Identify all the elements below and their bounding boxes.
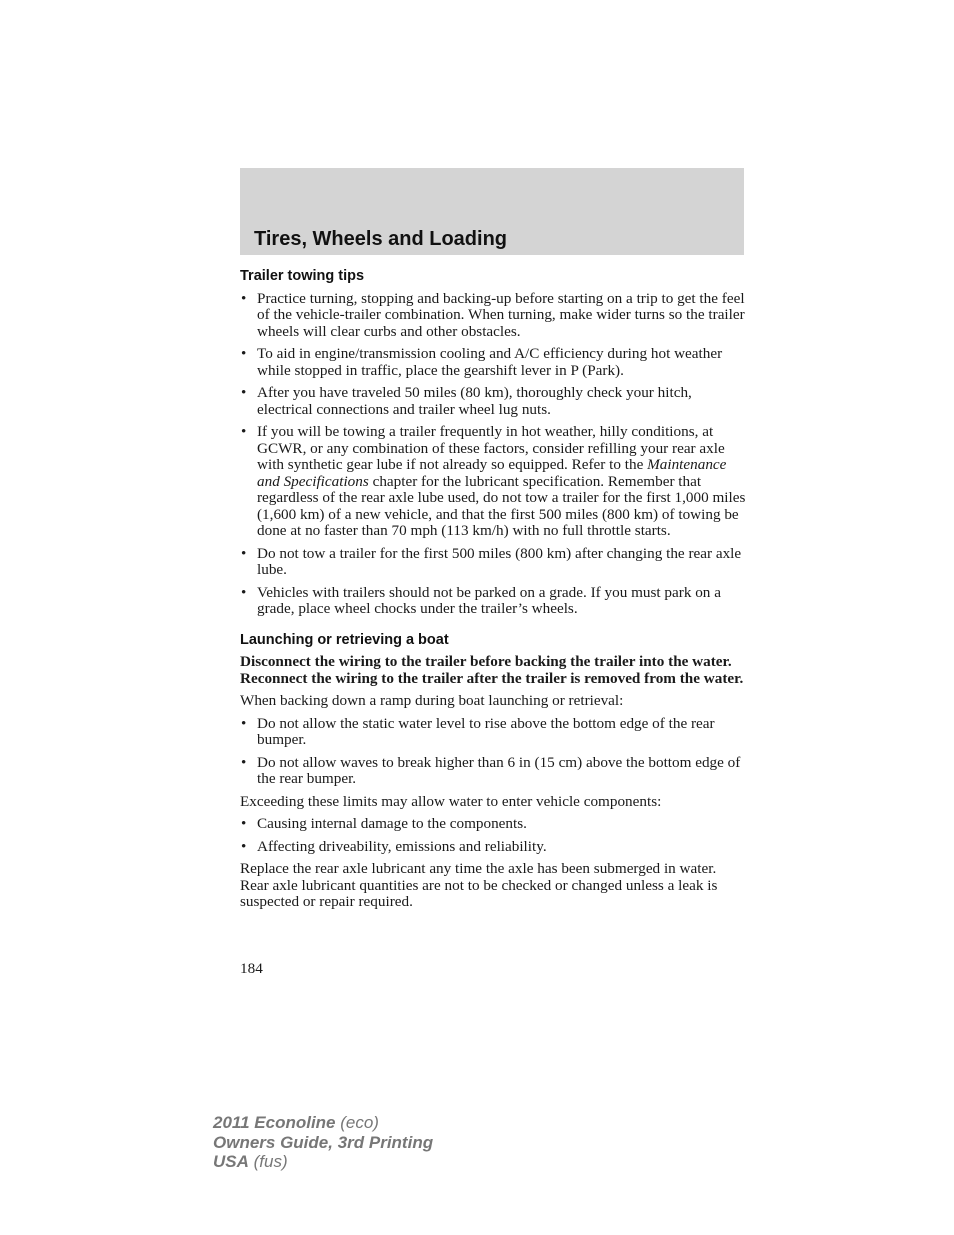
bullet-icon: •: [241, 815, 247, 832]
bullet-icon: •: [241, 384, 247, 401]
list-item: • Vehicles with trailers should not be parked on a grade. If you must park on a grade, place wheel chocks under the trailer’s wheels.: [241, 583, 721, 617]
list-item: • Do not tow a trailer for the first 500 miles (800 km) after changing the rear axle lube.: [241, 544, 742, 578]
list-item: • Do not allow the static water level to rise above the bottom edge of the rear bumper.: [241, 714, 715, 748]
consequences-list: [240, 816, 746, 855]
list-item: • After you have traveled 50 miles (80 km), thoroughly check your hitch, electrical connections and trailer wheel lug nuts.: [241, 384, 692, 418]
warning-paragraph: Disconnect the wiring to the trailer before backing the trailer into the water. Reconnect the wiring to the trailer after the trailer is removed from the water.: [240, 653, 744, 687]
list-item: • Affecting driveability, emissions and reliability.: [241, 837, 547, 855]
footer-line-guide: Owners Guide, 3rd Printing: [213, 1132, 434, 1152]
list-item: • Practice turning, stopping and backing-up before starting on a trip to get the feel of the vehicle-trailer combination. When turning, make wider turns so the trailer wheels will clear curbs and other obstacles.: [241, 289, 745, 340]
page-content: [240, 268, 746, 917]
water-level-list: [240, 716, 746, 788]
intro-paragraph: When backing down a ramp during boat launching or retrieval:: [240, 692, 624, 709]
bullet-icon: •: [241, 345, 247, 362]
bullet-icon: •: [241, 714, 247, 732]
page-number: 184: [240, 960, 263, 977]
list-item: • Causing internal damage to the components.: [241, 815, 527, 832]
closing-paragraph: Replace the rear axle lubricant any time the axle has been submerged in water. Rear axle lubricant quantities are not to be checked or changed unless a leak is suspected or repair required.: [240, 860, 718, 910]
bullet-icon: •: [241, 423, 247, 440]
chapter-reference: Maintenance and Specifications: [257, 456, 727, 490]
document-footer: [213, 1113, 433, 1172]
section-heading-launching-boat: Launching or retrieving a boat: [240, 631, 449, 648]
section-heading-trailer-towing-tips: Trailer towing tips: [240, 268, 365, 284]
exceeding-paragraph: Exceeding these limits may allow water to enter vehicle components:: [240, 792, 662, 810]
footer-line-market: USA (fus): [213, 1152, 288, 1171]
chapter-title: Tires, Wheels and Loading: [254, 228, 508, 250]
bullet-icon: •: [241, 753, 247, 771]
list-item: • Do not allow waves to break higher than 6 in (15 cm) above the bottom edge of the rear bumper.: [241, 753, 741, 787]
footer-line-model: 2011 Econoline (eco): [213, 1113, 379, 1132]
list-item: • To aid in engine/transmission cooling and A/C efficiency during hot weather while stopped in traffic, place the gearshift lever in P (Park).: [241, 345, 723, 379]
list-item: • If you will be towing a trailer frequently in hot weather, hilly conditions, at GCWR, or any combination of these factors, consider refilling your rear axle with synthetic gear lube if not already so equipped. Refer to the Maintenance and Specifications chapter for the lubricant specification. Remember that regardless of the rear axle lube used, do not tow a trailer for the first 1,000 miles (1,600 km) of a new vehicle, and that the first 500 miles (800 km) of towing be done at no faster than 70 mph (113 km/h) with no full throttle starts.: [241, 423, 746, 539]
chapter-header-band: [240, 168, 744, 255]
bullet-icon: •: [241, 544, 247, 562]
bullet-icon: •: [241, 289, 247, 307]
towing-tips-list: [240, 291, 746, 618]
bullet-icon: •: [241, 583, 247, 601]
bullet-icon: •: [241, 837, 247, 855]
